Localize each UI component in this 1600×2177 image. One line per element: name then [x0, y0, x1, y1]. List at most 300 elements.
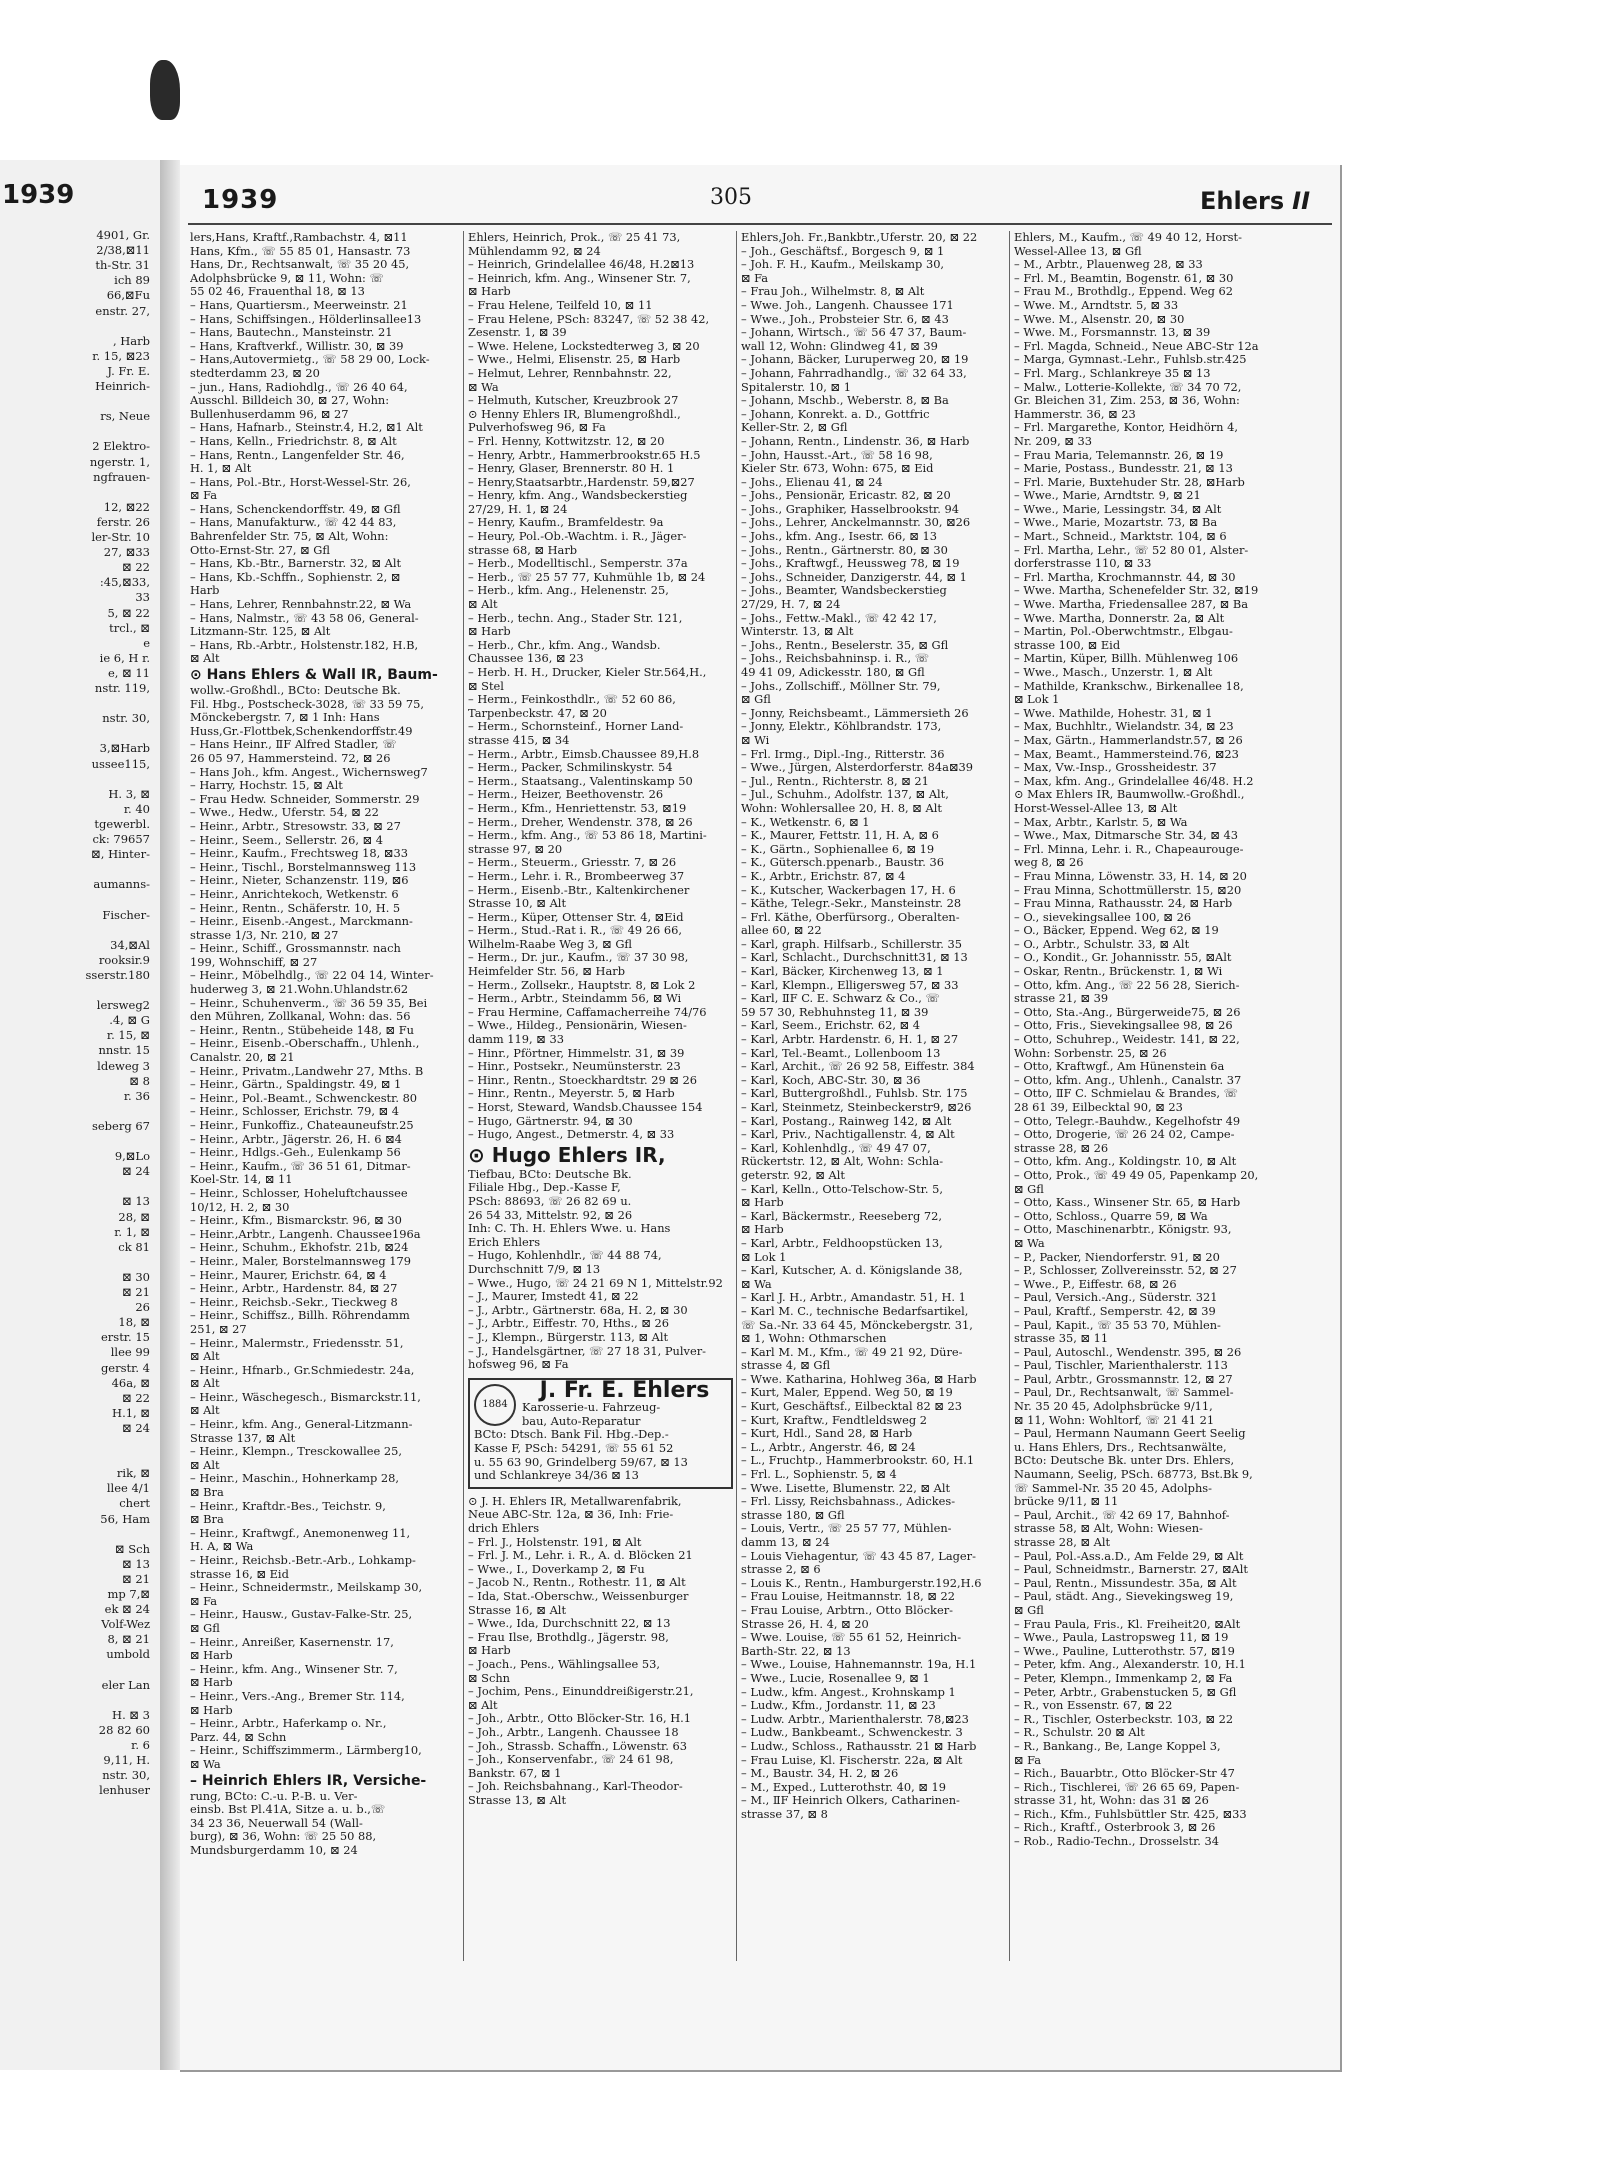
directory-entry-line: – Paul, städt. Ang., Sievekingsweg 19,	[1014, 1590, 1234, 1604]
directory-entry-line: – Heinr., Funkoffiz., Chateauneufstr.25	[190, 1119, 414, 1132]
directory-entry-line: – Johs., Graphiker, Hasselbrookstr. 94	[741, 502, 959, 516]
directory-entry-line: ⊠ Wa	[190, 1757, 221, 1771]
directory-entry-line: – Johann, Bäcker, Luruperweg 20, ⊠ 19	[741, 353, 969, 367]
directory-entry-line: – Karl, Postang., Rainweg 142, ⊠ Alt	[741, 1114, 952, 1128]
directory-entry-line: Litzmann-Str. 125, ⊠ Alt	[190, 625, 331, 639]
directory-entry-line: Neue ABC-Str. 12a, ⊠ 36, Inh: Frie-	[468, 1508, 674, 1522]
directory-entry-line: Strasse 26, H. 4, ⊠ 20	[741, 1617, 869, 1631]
directory-entry-line: ⊠ Alt	[190, 1458, 220, 1472]
advertisement-box	[468, 1378, 733, 1489]
left-page-line: ngerstr. 1,	[89, 454, 150, 469]
directory-entry-line: – Johs., Elienau 41, ⊠ 24	[741, 475, 883, 489]
directory-entry-line: – Wwe., Louise, Hahnemannstr. 19a, H.1	[741, 1658, 977, 1672]
left-page-line: 9,11, H.	[103, 1753, 150, 1768]
directory-entry-line: – Johs., Pensionär, Ericastr. 82, ⊠ 20	[741, 489, 951, 503]
directory-entry-line: Fil. Hbg., Postscheck-3028, ☏ 33 59 75,	[190, 697, 424, 711]
left-page-line: eler Lan	[101, 1677, 150, 1692]
directory-entry-line: – Heinr., Maschin., Hohnerkamp 28,	[190, 1472, 400, 1486]
directory-entry-line: – Otto, Kraftwgf., Am Hünenstein 6a	[1014, 1060, 1225, 1074]
directory-entry-line: – Heinr., Kraftwgf., Anemonenweg 11,	[190, 1526, 411, 1540]
directory-entry-line: – Peter, Arbtr., Grabenstucken 5, ⊠ Gfl	[1014, 1685, 1237, 1699]
directory-entry-line: – K., Gärtn., Sophienallee 6, ⊠ 19	[741, 842, 935, 856]
left-page-line: H.1, ⊠	[112, 1405, 150, 1420]
directory-entry-line: – Karl, Arbtr. Hardenstr. 6, H. 1, ⊠ 27	[741, 1033, 959, 1047]
directory-entry-line: strasse 37, ⊠ 8	[741, 1807, 828, 1821]
directory-entry-line: – Heinr., Maurer, Erichstr. 64, ⊠ 4	[190, 1268, 387, 1282]
directory-entry-line: – Frau Hedw. Schneider, Sommerstr. 29	[190, 792, 420, 806]
directory-entry-line: – Frl. L., Sophienstr. 5, ⊠ 4	[741, 1468, 897, 1482]
directory-entry-line: – Henry,Staatsarbtr.,Hardenstr. 59,⊠27	[468, 475, 695, 489]
directory-entry-line: strasse 100, ⊠ Eid	[1014, 638, 1121, 652]
directory-entry-line: – Wwe., Max, Ditmarsche Str. 34, ⊠ 43	[1014, 829, 1239, 843]
left-page-line: e, ⊠ 11	[107, 665, 150, 680]
directory-entry-line: – Herb., techn. Ang., Stader Str. 121,	[468, 611, 683, 625]
directory-entry-line: – Rich., Kraftf., Osterbrook 3, ⊠ 26	[1014, 1821, 1216, 1835]
directory-entry-line: – Heinr., Schuhm., Ekhofstr. 21b, ⊠24	[190, 1241, 409, 1255]
left-page-line: ⊠ 8	[129, 1073, 150, 1088]
left-page-line: Fischer-	[102, 907, 150, 922]
directory-entry-line: – Paul, Schneidmstr., Barnerstr. 27, ⊠Alt	[1014, 1563, 1249, 1577]
directory-entry-line: – Heinr., Arbtr., Haferkamp o. Nr.,	[190, 1717, 387, 1731]
directory-entry-line: – Herm., Feinkosthdlr., ☏ 52 60 86,	[468, 693, 676, 707]
directory-entry-line: Gr. Bleichen 31, Zim. 253, ⊠ 36, Wohn:	[1014, 394, 1240, 408]
directory-entry-line: ⊠ Fa	[190, 489, 218, 503]
directory-entry-line: Filiale Hbg., Dep.-Kasse F,	[468, 1181, 621, 1195]
directory-entry-line: 251, ⊠ 27	[190, 1322, 247, 1336]
left-page-line: ⊠ 30	[122, 1269, 150, 1284]
directory-entry-line: – Wwe. Martha, Schenefelder Str. 32, ⊠19	[1014, 584, 1259, 598]
directory-entry-line: damm 119, ⊠ 33	[468, 1033, 564, 1047]
directory-entry-line: – Wwe. Lisette, Blumenstr. 22, ⊠ Alt	[741, 1481, 951, 1495]
directory-entry-line: ⊠ Stel	[468, 679, 504, 693]
directory-entry-line: – Johann, Rentn., Lindenstr. 36, ⊠ Harb	[741, 434, 970, 448]
directory-entry-line: Keller-Str. 2, ⊠ Gfl	[741, 421, 848, 435]
directory-entry-line: – Ludw., kfm. Angest., Krohnskamp 1	[741, 1685, 956, 1699]
directory-entry-line: Spitalerstr. 10, ⊠ 1	[741, 380, 851, 394]
directory-entry-line: – Heinr., Vers.-Ang., Bremer Str. 114,	[190, 1689, 405, 1703]
left-page-line: , Harb	[112, 333, 150, 348]
directory-entry-line: ⊠ Gfl	[190, 1621, 220, 1635]
directory-entry-line: – Joh., Arbtr., Otto Blöcker-Str. 16, H.1	[468, 1712, 692, 1726]
directory-entry-line: ⊠ Wa	[1014, 1236, 1045, 1250]
directory-entry-line: weg 8, ⊠ 26	[1014, 856, 1084, 870]
directory-entry-line: 199, Wohnschiff, ⊠ 27	[190, 955, 318, 969]
directory-entry-line: Huss,Gr.-Flottbek,Schenkendorffstr.49	[190, 724, 413, 738]
directory-entry-line: – jun., Hans, Radiohdlg., ☏ 26 40 64,	[190, 380, 408, 394]
directory-entry-line: Nr. 209, ⊠ 33	[1014, 434, 1093, 448]
left-page-line: 9,⊠Lo	[114, 1149, 150, 1164]
directory-entry-line: – Heury, Pol.-Ob.-Wachtm. i. R., Jäger-	[468, 530, 687, 544]
directory-entry-line: – Johann, Mschb., Weberstr. 8, ⊠ Ba	[741, 394, 949, 408]
directory-entry-line: 27/29, H. 1, ⊠ 24	[468, 502, 568, 516]
directory-entry-line: – Hans, Kb.-Schffn., Sophienstr. 2, ⊠	[190, 570, 401, 584]
left-page-line: e	[143, 635, 150, 650]
advertisement-line: und Schlankreye 34/36 ⊠ 13	[474, 1469, 639, 1483]
directory-entry-line: Kieler Str. 673, Wohn: 675, ⊠ Eid	[741, 462, 934, 476]
directory-entry-line: – Heinr., Schiffsz., Billh. Röhrendamm	[190, 1309, 410, 1323]
directory-entry-line: – Joh., Geschäftsf., Borgesch 9, ⊠ 1	[741, 244, 945, 258]
left-page-line: H. 3, ⊠	[108, 786, 150, 801]
directory-entry-line: – Heinr., Schuhenverm., ☏ 36 59 35, Bei	[190, 996, 428, 1010]
directory-entry-line: – Ludw., Kfm., Jordanstr. 11, ⊠ 23	[741, 1699, 936, 1713]
directory-entry-line: – Wwe. Katharina, Hohlweg 36a, ⊠ Harb	[741, 1372, 977, 1386]
left-page-line: erstr. 15	[100, 1330, 150, 1345]
directory-entry-line: – Karl, ⅡF C. E. Schwarz & Co., ☏	[741, 992, 940, 1006]
directory-entry-line: – Max, Beamt., Hammersteind.76, ⊠23	[1014, 747, 1239, 761]
directory-entry-line: – Paul, Hermann Naumann Geert Seelig	[1014, 1427, 1246, 1441]
directory-entry-line: den Mühren, Zollkanal, Wohn: das. 56	[190, 1010, 411, 1024]
directory-entry-line: – P., Packer, Niendorferstr. 91, ⊠ 20	[1014, 1250, 1220, 1264]
directory-entry-line: – Käthe, Telegr.-Sekr., Mansteinstr. 28	[741, 897, 962, 911]
directory-entry-line: – Karl, Klempn., Elligersweg 57, ⊠ 33	[741, 978, 959, 992]
directory-entry-line: – Herm., Eisenb.-Btr., Kaltenkirchener	[468, 883, 690, 897]
directory-entry-line: – Ludw. Arbtr., Marienthalerstr. 78,⊠23	[741, 1712, 969, 1726]
directory-entry-line: ⊠ Harb	[190, 1703, 233, 1717]
directory-entry-line: – Max, Gärtn., Hammerlandstr.57, ⊠ 26	[1014, 733, 1243, 747]
left-page-line: 2 Elektro-	[92, 439, 150, 454]
directory-entry-line: – L., Fruchtp., Hammerbrookstr. 60, H.1	[741, 1454, 975, 1468]
directory-entry-line: – Otto, Schloss., Quarre 59, ⊠ Wa	[1014, 1209, 1208, 1223]
directory-entry-line: – Johs., kfm. Ang., Isestr. 66, ⊠ 13	[741, 530, 937, 544]
directory-entry-line: – Heinr., Schiff., Grossmannstr. nach	[190, 942, 401, 956]
directory-entry-line: – Herm., Staatsang., Valentinskamp 50	[468, 774, 693, 788]
directory-entry-line: – Frl. Magda, Schneid., Neue ABC-Str 12a	[1014, 339, 1259, 353]
directory-entry-line: – Paul, Arbtr., Grossmannstr. 12, ⊠ 27	[1014, 1372, 1233, 1386]
directory-entry-line: Heimfelder Str. 56, ⊠ Harb	[468, 965, 625, 979]
directory-entry-line: ⊠ Wi	[741, 733, 770, 747]
running-head	[1200, 187, 1310, 215]
directory-entry-line: – Louis Viehagentur, ☏ 43 45 87, Lager-	[741, 1549, 976, 1563]
directory-entry-line: H. 1, ⊠ Alt	[190, 462, 252, 476]
left-page-line: ck: 79657	[92, 832, 150, 846]
directory-entry-line: – Mathilde, Krankschw., Birkenallee 18,	[1014, 679, 1244, 693]
directory-entry-line: Canalstr. 20, ⊠ 21	[190, 1051, 295, 1065]
directory-entry-line: – Heinr., Rentn., Stübeheide 148, ⊠ Fu	[190, 1023, 414, 1037]
directory-entry-line: – Wwe., Lucie, Rosenallee 9, ⊠ 1	[741, 1671, 930, 1685]
directory-entry-line: – Heinr., kfm. Ang., General-Litzmann-	[190, 1418, 413, 1432]
directory-entry-line: – Frl. Henny, Kottwitzstr. 12, ⊠ 20	[468, 434, 665, 448]
directory-entry-line: – Karl, Priv., Nachtigallenstr. 4, ⊠ Alt	[741, 1128, 955, 1142]
directory-entry-line: – Marga, Gymnast.-Lehr., Fuhlsb.str.425	[1014, 353, 1247, 367]
directory-entry-line: – Johs., Rentn., Gärtnerstr. 80, ⊠ 30	[741, 543, 948, 557]
directory-entry-line: – Johann, Fahrradhandlg., ☏ 32 64 33,	[741, 366, 967, 380]
left-page-line: J. Fr. E.	[107, 363, 150, 378]
left-page-line: ie 6, H r.	[99, 650, 150, 665]
directory-entry-line: u. Hans Ehlers, Drs., Rechtsanwälte,	[1014, 1440, 1227, 1454]
directory-entry-line: strasse 2, ⊠ 6	[741, 1563, 821, 1577]
directory-entry-line: – Wwe., Hedw., Uferstr. 54, ⊠ 22	[190, 806, 379, 820]
directory-entry-line: – Otto, Prok., ☏ 49 49 05, Papenkamp 20,	[1014, 1168, 1259, 1182]
directory-entry-line: Ehlers,Joh. Fr.,Bankbtr.,Uferstr. 20, ⊠ 22	[741, 231, 978, 244]
directory-entry-line: – Herm., Steuerm., Griesstr. 7, ⊠ 26	[468, 856, 677, 870]
directory-entry-line: Strasse 13, ⊠ Alt	[468, 1793, 567, 1807]
directory-entry-line: – Rich., Bauarbtr., Otto Blöcker-Str 47	[1014, 1767, 1235, 1781]
directory-entry-line: – Mart., Schneid., Marktstr. 104, ⊠ 6	[1014, 530, 1227, 544]
directory-entry-line: – Hans, Rentn., Langenfelder Str. 46,	[190, 448, 405, 462]
directory-entry-line: – Heinr., Schneidermstr., Meilskamp 30,	[190, 1581, 423, 1595]
directory-entry-line: – Frau Hermine, Caffamacherreihe 74/76	[468, 1005, 707, 1019]
directory-entry-line: H. A, ⊠ Wa	[190, 1540, 254, 1554]
directory-entry-line: – Paul, Kapit., ☏ 35 53 70, Mühlen-	[1014, 1318, 1221, 1332]
directory-entry-line: Ausschl. Billdeich 30, ⊠ 27, Wohn:	[190, 394, 390, 408]
left-page-line: nstr. 30,	[102, 711, 150, 726]
page-year: 1939	[202, 185, 279, 215]
directory-entry-line: drich Ehlers	[468, 1522, 540, 1536]
directory-entry-line: – Heinr., Kfm., Bismarckstr. 96, ⊠ 30	[190, 1214, 402, 1228]
directory-entry-line: – Frau Joh., Wilhelmstr. 8, ⊠ Alt	[741, 285, 925, 299]
directory-entry-line: Naumann, Seelig, PSch. 68773, Bst.Bk 9,	[1014, 1468, 1253, 1482]
left-page-line: 4901, Gr.	[96, 228, 150, 242]
directory-entry-line: – Harry, Hochstr. 15, ⊠ Alt	[190, 779, 343, 793]
directory-entry-line: ⊠ Alt	[468, 1698, 498, 1712]
directory-entry-line: ⊠ Wa	[468, 380, 499, 394]
left-facing-page	[0, 160, 162, 2070]
running-head-volume: II	[1292, 187, 1310, 215]
directory-entry-line: – Frau Louise, Arbtrn., Otto Blöcker-	[741, 1603, 953, 1617]
directory-entry-line: Harb	[190, 584, 220, 598]
directory-entry-line: strasse 16, ⊠ Eid	[190, 1567, 289, 1581]
advertisement-title: J. Fr. E. Ehlers	[539, 1377, 710, 1403]
directory-entry-line: – Hans, Quartiersm., Meerweinstr. 21	[190, 298, 408, 312]
directory-entry-line: – Wwe., Marie, Mozartstr. 73, ⊠ Ba	[1014, 516, 1218, 530]
directory-entry-line: geterstr. 92, ⊠ Alt	[741, 1168, 845, 1182]
directory-entry-line: – Herm., Kfm., Henriettenstr. 53, ⊠19	[468, 801, 687, 815]
directory-entry-line: – Karl, Kohlenhdlg., ☏ 49 47 07,	[741, 1141, 931, 1155]
directory-entry-line: – Heinr., Reichsb.-Sekr., Tieckweg 8	[190, 1295, 398, 1309]
directory-entry-line: – Johs., Fettw.-Makl., ☏ 42 42 17,	[741, 611, 937, 625]
directory-entry-line: – Wwe. M., Arndtstr. 5, ⊠ 33	[1014, 298, 1179, 312]
directory-entry-line: – R., von Essenstr. 67, ⊠ 22	[1014, 1699, 1173, 1713]
directory-entry-line: Hans, Dr., Rechtsanwalt, ☏ 35 20 45,	[190, 258, 410, 272]
directory-entry-line: – Louis K., Rentn., Hamburgerstr.192,H.6	[741, 1576, 982, 1590]
left-page-line: H. ⊠ 3	[112, 1707, 150, 1722]
directory-entry-line: – Heinr., Schlosser, Hoheluftchaussee	[190, 1186, 408, 1200]
directory-entry-line: – Jonny, Reichsbeamt., Lämmersieth 26	[741, 706, 969, 720]
left-page-line: seberg 67	[91, 1118, 150, 1133]
directory-entry-line: – Heinr., Rentn., Schäferstr. 10, H. 5	[190, 901, 401, 915]
directory-entry-line: – Heinr., Eisenb.-Angest., Marckmann-	[190, 915, 413, 929]
directory-entry-line: – Joh., Strassb. Schaffn., Löwenstr. 63	[468, 1739, 687, 1753]
directory-entry-line: – Otto, Kass., Winsener Str. 65, ⊠ Harb	[1014, 1196, 1241, 1210]
left-page-line: sserstr.180	[85, 967, 150, 982]
directory-entry-line: – J., Klempn., Bürgerstr. 113, ⊠ Alt	[468, 1330, 669, 1344]
directory-entry-line: – Wwe. Louise, ☏ 55 61 52, Heinrich-	[741, 1631, 962, 1645]
directory-entry-line: Wohn: Sorbenstr. 25, ⊠ 26	[1014, 1046, 1167, 1060]
directory-entry-line: ⊠ Bra	[190, 1513, 224, 1527]
directory-entry-line: – Heinr., Hausw., Gustav-Falke-Str. 25,	[190, 1608, 413, 1622]
directory-entry-line: – Johann, Wirtsch., ☏ 56 47 37, Baum-	[741, 326, 967, 340]
directory-entry-line: – Karl, Schlacht., Durchschnitt31, ⊠ 13	[741, 951, 968, 965]
directory-entry-line: – Hans, Hafnarb., Steinstr.4, H.2, ⊠1 Alt	[190, 421, 423, 435]
directory-entry-line: – Heinr., Arbtr., Jägerstr. 26, H. 6 ⊠4	[190, 1132, 402, 1146]
directory-entry-line: – Herm., Zollsekr., Hauptstr. 8, ⊠ Lok 2	[468, 978, 696, 992]
directory-entry-line: – Johann, Konrekt. a. D., Gottfric	[741, 407, 930, 421]
left-page-line: umbold	[106, 1647, 150, 1662]
directory-entry-line: Wilhelm-Raabe Weg 3, ⊠ Gfl	[468, 937, 633, 951]
directory-entry-line: – Heinr., Kaufm., Frechtsweg 18, ⊠33	[190, 847, 408, 861]
directory-entry-line: – Max, Buchhltr., Wielandstr. 34, ⊠ 23	[1014, 720, 1234, 734]
directory-entry-line: – Herm., Dr. jur., Kaufm., ☏ 37 30 98,	[468, 951, 689, 965]
directory-entry-line: – Wwe., Jürgen, Alsterdorferstr. 84a⊠39	[741, 761, 973, 775]
directory-entry-line: – Malw., Lotterie-Kollekte, ☏ 34 70 72,	[1014, 380, 1242, 394]
directory-entry-line: – Herm., Schornsteinf., Horner Land-	[468, 720, 684, 734]
directory-page	[180, 165, 1342, 2072]
advertisement-line: Karosserie-u. Fahrzeug-	[522, 1401, 661, 1415]
directory-entry-line: – Ludw., Bankbeamt., Schwenckestr. 3	[741, 1726, 963, 1740]
directory-entry-line: – Otto, Drogerie, ☏ 26 24 02, Campe-	[1014, 1128, 1235, 1142]
left-page-line: 3,⊠Harb	[99, 741, 150, 756]
directory-entry-line: – Hans, Rb.-Arbtr., Holstenstr.182, H.B,	[190, 638, 419, 652]
directory-entry-line: rung, BCto: C.-u. P.-B. u. Ver-	[190, 1789, 358, 1803]
directory-entry-line: – L., Arbtr., Angerstr. 46, ⊠ 24	[741, 1440, 916, 1454]
directory-entry-line: ⊠ Harb	[190, 1676, 233, 1690]
left-page-line: ⊠ 13	[122, 1194, 150, 1209]
directory-entry-line: ⊠ Fa	[190, 1594, 218, 1608]
directory-entry-line: – Paul, Kraftf., Semperstr. 42, ⊠ 39	[1014, 1304, 1216, 1318]
directory-entry-line: – Frl. Minna, Lehr. i. R., Chapeaurouge-	[1014, 842, 1244, 856]
left-page-line: enstr. 27,	[95, 303, 150, 318]
left-page-line: .4, ⊠ G	[109, 1013, 150, 1028]
left-page-line: rik, ⊠	[116, 1466, 150, 1481]
directory-entry-line: – Frau Helene, PSch: 83247, ☏ 52 38 42,	[468, 312, 710, 326]
directory-entry-line: – Hans Heinr., ⅡF Alfred Stadler, ☏	[190, 738, 397, 752]
directory-entry-line: Bankstr. 67, ⊠ 1	[468, 1766, 562, 1780]
left-page-line: ferstr. 26	[96, 514, 150, 529]
directory-entry-line: – Karl, Steinmetz, Steinbeckerstr9, ⊠26	[741, 1101, 972, 1114]
directory-entry-line: ⊠ 1, Wohn: Othmarschen	[741, 1332, 887, 1346]
directory-entry-line: ⊠ Alt	[190, 1350, 220, 1364]
directory-entry-line: – Heinr., Schlosser, Erichstr. 79, ⊠ 4	[190, 1105, 400, 1119]
directory-entry-line: ⊠ Harb	[468, 1644, 511, 1658]
directory-entry-line: – Wwe., Marie, Arndtstr. 9, ⊠ 21	[1014, 489, 1201, 503]
directory-entry-line: 28 61 39, Eilbecktal 90, ⊠ 23	[1014, 1101, 1183, 1114]
directory-entry-line: – Jochim, Pens., Einunddreißigerstr.21,	[468, 1685, 694, 1699]
directory-entry-line: – Otto, Fris., Sievekingsallee 98, ⊠ 26	[1014, 1019, 1233, 1033]
directory-entry-line: Mundsburgerdamm 10, ⊠ 24	[190, 1843, 358, 1857]
left-page-line: 56, Ham	[100, 1511, 150, 1526]
directory-entry-line: – J., Maurer, Imstedt 41, ⊠ 22	[468, 1290, 639, 1304]
directory-entry-line: – Helmuth, Kutscher, Kreuzbrook 27	[468, 394, 679, 408]
left-page-line: 18, ⊠	[118, 1315, 150, 1330]
directory-entry-line: – Hans, Bautechn., Mansteinstr. 21	[190, 326, 393, 340]
directory-entry-line: ⊠ Gfl	[741, 693, 771, 707]
directory-entry-line: – Heinr., Malermstr., Friedensstr. 51,	[190, 1336, 404, 1350]
directory-entry-line: – Heinr., Anreißer, Kasernenstr. 17,	[190, 1635, 394, 1649]
directory-entry-line: – M., Baustr. 34, H. 2, ⊠ 26	[741, 1767, 899, 1781]
directory-entry-line: huderweg 3, ⊠ 21.Wohn.Uhlandstr.62	[190, 983, 409, 997]
directory-entry-line: – J., Handelsgärtner, ☏ 27 18 31, Pulver-	[468, 1344, 707, 1358]
directory-entry-line: – Wwe. Martha, Donnerstr. 2a, ⊠ Alt	[1014, 611, 1225, 625]
directory-entry-line: Wessel-Allee 13, ⊠ Gfl	[1014, 244, 1142, 258]
directory-entry-line: Koel-Str. 14, ⊠ 11	[190, 1173, 293, 1187]
directory-entry-line: Erich Ehlers	[468, 1235, 541, 1249]
directory-entry-line: – Rich., Kfm., Fuhlsbüttler Str. 425, ⊠33	[1014, 1807, 1247, 1821]
directory-entry-line: ⊙ J. H. Ehlers IR, Metallwarenfabrik,	[468, 1494, 682, 1508]
directory-entry-line: ⊠ Fa	[741, 271, 769, 285]
directory-entry-line: – Heinr., Hfnarb., Gr.Schmiedestr. 24a,	[190, 1363, 415, 1377]
directory-entry-line: – Joh., Arbtr., Langenh. Chaussee 18	[468, 1725, 679, 1739]
directory-entry-line: ⊠ Schn	[468, 1671, 511, 1685]
left-page-line: ⊠ 22	[122, 560, 150, 575]
left-page-line: gerstr. 4	[100, 1360, 150, 1375]
directory-entry-line: – Johs., Lehrer, Anckelmannstr. 30, ⊠26	[741, 516, 971, 530]
directory-entry-line: – Kurt, Geschäftsf., Eilbecktal 82 ⊠ 23	[741, 1400, 962, 1414]
directory-entry-line: brücke 9/11, ⊠ 11	[1014, 1495, 1119, 1509]
directory-entry-line: – Paul, Rentn., Missundestr. 35a, ⊠ Alt	[1014, 1576, 1237, 1590]
directory-entry-line: – Otto, kfm. Ang., Uhlenh., Canalstr. 37	[1014, 1073, 1242, 1087]
directory-entry-line: Nr. 35 20 45, Adolphsbrücke 9/11,	[1014, 1400, 1213, 1414]
left-page-line: ⊠ Sch	[114, 1541, 150, 1556]
directory-entry-line: Chaussee 136, ⊠ 23	[468, 652, 584, 666]
directory-entry-line: – Wwe., Ida, Durchschnitt 22, ⊠ 13	[468, 1617, 671, 1631]
directory-entry-line: strasse 68, ⊠ Harb	[468, 543, 578, 557]
directory-entry-line: Ehlers, Heinrich, Prok., ☏ 25 41 73,	[468, 231, 681, 244]
directory-entry-line: strasse 21, ⊠ 39	[1014, 992, 1109, 1006]
directory-entry-line: strasse 180, ⊠ Gfl	[741, 1508, 845, 1522]
directory-entry-line: – Otto, Sta.-Ang., Bürgerweide75, ⊠ 26	[1014, 1005, 1241, 1019]
directory-entry-line: – Heinr., kfm. Ang., Winsener Str. 7,	[190, 1662, 398, 1676]
left-page-line: nstr. 119,	[94, 681, 150, 695]
left-page-line: ich 89	[114, 273, 150, 288]
directory-entry-line: – Oskar, Rentn., Brückenstr. 1, ⊠ Wi	[1014, 965, 1223, 979]
directory-entry-line: damm 13, ⊠ 24	[741, 1536, 830, 1549]
column-4	[1009, 231, 1314, 1961]
directory-entry-line: – Heinr., Eisenb.-Oberschaffn., Uhlenh.,	[190, 1037, 420, 1051]
left-page-line: r. 36	[123, 1088, 150, 1103]
directory-entry-line: – Heinr., Klempn., Tresckowallee 25,	[190, 1445, 403, 1459]
left-page-line: nstr. 30,	[102, 1768, 150, 1783]
directory-entry-line: – Frl. J. M., Lehr. i. R., A. d. Blöcken 21	[468, 1549, 693, 1563]
directory-entry-line: ⊠ Harb	[468, 285, 511, 299]
directory-entry-line: Hammerstr. 36, ⊠ 23	[1014, 407, 1136, 421]
left-page-line: rooksir.9	[98, 952, 150, 967]
column-1	[190, 231, 455, 1961]
directory-entry-line: – Frau Minna, Löwenstr. 33, H. 14, ⊠ 20	[1014, 869, 1247, 883]
directory-entry-line: – Martin, Pol.-Oberwchtmstr., Elbgau-	[1014, 625, 1233, 639]
left-page-line: ⊠ 24	[122, 1164, 150, 1179]
directory-entry-line: – O., Bäcker, Eppend. Weg 62, ⊠ 19	[1014, 924, 1219, 938]
left-page-line: 2/38,⊠11	[96, 243, 150, 258]
directory-entry-line: – Otto, Telegr.-Bauhdw., Kegelhofstr 49	[1014, 1114, 1241, 1128]
left-page-line: ⊠ 13	[122, 1556, 150, 1571]
left-page-line: Heinrich-	[95, 379, 150, 393]
directory-entry-line: – Hinr., Rentn., Stoeckhardtstr. 29 ⊠ 26	[468, 1073, 698, 1087]
directory-entry-line: – Hans, Pol.-Btr., Horst-Wessel-Str. 26,	[190, 475, 411, 489]
directory-entry-line: – Paul, Tischler, Marienthalerstr. 113	[1014, 1359, 1228, 1373]
directory-entry-line: ⊠ Bra	[190, 1486, 224, 1500]
directory-entry-line: – Heinr., Kraftdr.-Bes., Teichstr. 9,	[190, 1499, 386, 1513]
directory-entry-line: – Rich., Tischlerei, ☏ 26 65 69, Papen-	[1014, 1780, 1240, 1794]
directory-entry-line: – Frau Luise, Kl. Fischerstr. 22a, ⊠ Alt	[741, 1753, 963, 1767]
directory-entry-line: – Heinr., Reichsb.-Betr.-Arb., Lohkamp-	[190, 1554, 416, 1567]
directory-entry-line: – Joh. Reichsbahnang., Karl-Theodor-	[468, 1780, 683, 1794]
binding-clip	[150, 60, 180, 120]
directory-entry-line: – J., Arbtr., Eiffestr. 70, Hths., ⊠ 26	[468, 1317, 670, 1331]
directory-entry-line: – Frl. Käthe, Oberfürsorg., Oberalten-	[741, 910, 960, 924]
directory-entry-line: strasse 31, ht, Wohn: das 31 ⊠ 26	[1014, 1794, 1209, 1808]
left-page-line: lenhuser	[99, 1783, 150, 1798]
directory-entry-line: – Frl. Martha, Lehr., ☏ 52 80 01, Alster-	[1014, 543, 1249, 557]
directory-entry-line: – Frl. Martha, Krochmannstr. 44, ⊠ 30	[1014, 570, 1236, 584]
directory-entry-line: 59 57 30, Rebhuhnsteg 11, ⊠ 39	[741, 1005, 929, 1019]
directory-entry-line: – Hans Joh., kfm. Angest., Wichernsweg7	[190, 765, 428, 779]
directory-entry-line: – Heinr., Arbtr., Hardenstr. 84, ⊠ 27	[190, 1282, 398, 1296]
directory-entry-line: – K., Maurer, Fettstr. 11, H. A, ⊠ 6	[741, 829, 939, 843]
left-page-line: 46a, ⊠	[111, 1375, 150, 1390]
directory-entry-line: wall 12, Wohn: Glindweg 41, ⊠ 39	[741, 339, 938, 353]
left-page-line: ldeweg 3	[97, 1058, 150, 1073]
directory-entry-line: – Kurt, Maler, Eppend. Weg 50, ⊠ 19	[741, 1386, 953, 1400]
